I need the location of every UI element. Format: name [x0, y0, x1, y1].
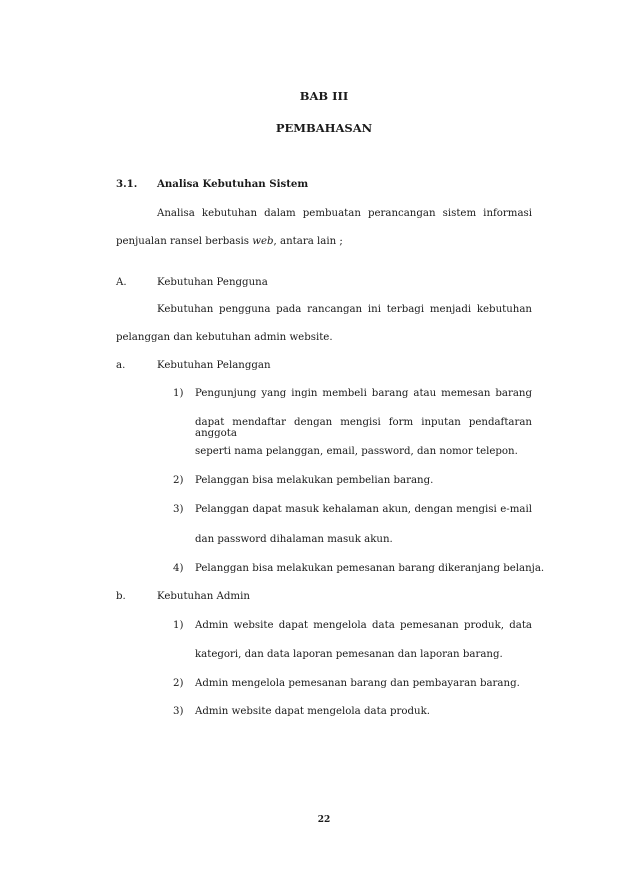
pelanggan-marker: a.: [116, 360, 126, 371]
pelanggan-item-1-line-3: seperti nama pelanggan, email, password, dan nomor telepon.: [195, 446, 518, 457]
admin-item-1-line-2: kategori, dan data laporan pemesanan dan laporan barang.: [195, 649, 503, 660]
section-title: Analisa Kebutuhan Sistem: [157, 178, 309, 190]
admin-item-3-line-1: Admin website dapat mengelola data produk.: [195, 706, 431, 717]
pelanggan-title: Kebutuhan Pelanggan: [157, 360, 271, 371]
chapter-title: PEMBAHASAN: [275, 121, 373, 135]
subsection-a-title: Kebutuhan Pengguna: [157, 277, 268, 288]
pelanggan-item-1-line-2: dapat mendaftar dengan mengisi form inputan pendaftaran anggota: [195, 417, 532, 439]
pelanggan-item-3-line-1: Pelanggan dapat masuk kehalaman akun, dengan mengisi e-mail: [195, 504, 532, 515]
web-emphasis: web: [252, 236, 274, 247]
pelanggan-item-1-line-1: Pengunjung yang ingin membeli barang atau memesan barang: [195, 388, 532, 399]
pelanggan-item-2-line-1: Pelanggan bisa melakukan pembelian barang.: [195, 475, 434, 486]
admin-item-1-number: 1): [173, 620, 184, 631]
admin-item-3-number: 3): [173, 706, 184, 717]
pelanggan-item-4-number: 4): [173, 563, 184, 574]
admin-item-1-line-1: Admin website dapat mengelola data pemesanan produk, data: [195, 620, 532, 631]
page-number: 22: [317, 815, 331, 825]
admin-item-2-line-1: Admin mengelola pemesanan barang dan pembayaran barang.: [195, 678, 520, 689]
pelanggan-item-4-line-1: Pelanggan bisa melakukan pemesanan barang dikeranjang belanja.: [195, 563, 545, 574]
pelanggan-item-3-line-2: dan password dihalaman masuk akun.: [195, 534, 393, 545]
pelanggan-item-2-number: 2): [173, 475, 184, 486]
pelanggan-item-3-number: 3): [173, 504, 184, 515]
admin-marker: b.: [116, 591, 126, 602]
chapter-label: BAB III: [299, 89, 349, 103]
section-intro-line-1: Analisa kebutuhan dalam pembuatan perancangan sistem informasi: [157, 208, 532, 219]
admin-title: Kebutuhan Admin: [157, 591, 250, 602]
subsection-a-marker: A.: [116, 277, 127, 288]
admin-item-2-number: 2): [173, 678, 184, 689]
pelanggan-item-1-number: 1): [173, 388, 184, 399]
section-number: 3.1.: [116, 178, 138, 190]
subsection-a-para-line-2: pelanggan dan kebutuhan admin website.: [116, 332, 333, 343]
subsection-a-para-line-1: Kebutuhan pengguna pada rancangan ini terbagi menjadi kebutuhan: [157, 304, 532, 315]
section-intro-line-2: penjualan ransel berbasis web, antara lain ;: [116, 236, 343, 247]
